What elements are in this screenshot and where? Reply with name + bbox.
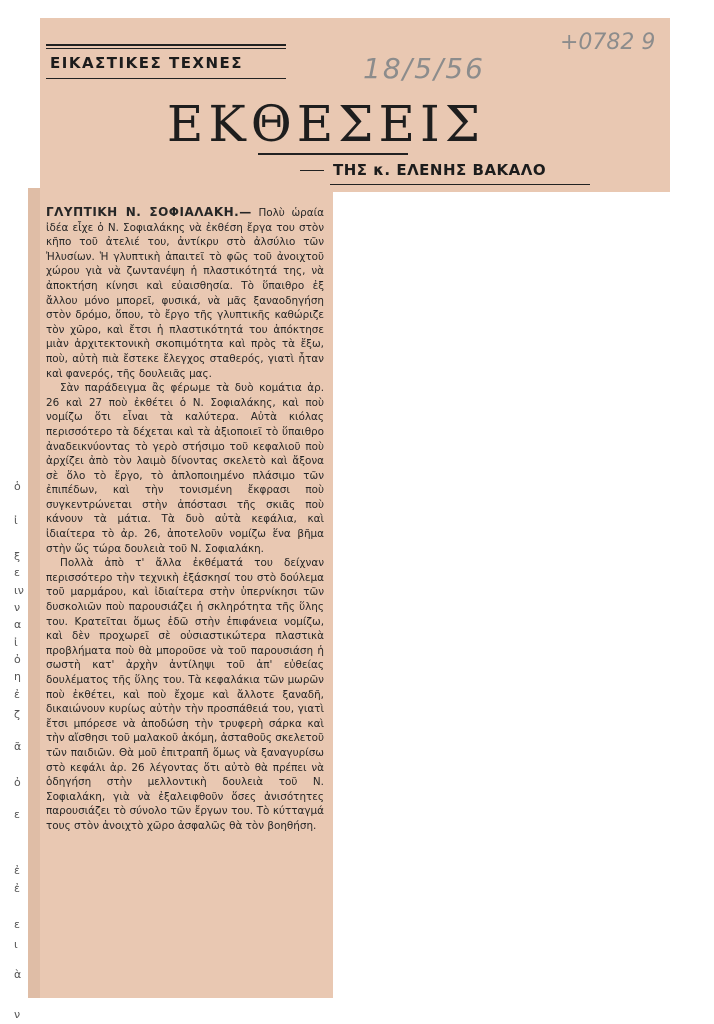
margin-fragment: ἰ [14,514,18,527]
margin-fragment: ὀ [14,653,21,666]
page-title: ΕΚΘΕΣΕΙΣ [166,95,486,153]
article-paragraph-2: Σὰν παράδειγμα ἂς φέρωμε τὰ δυὸ κομάτια ἀρ. 26 καὶ 27 ποὺ ἐκθέτει ὁ Ν. Σοφιαλάκης, καὶ ποὺ νομίζω ὅτι εἶναι τὰ καλύτερα. Αὐτὰ κιόλας περισσότερο τὰ δέχεται καὶ τὰ ἀξιοποιεῖ τὸ ὕπαιθρο ἀναδεικνύοντας τὸ γερὸ στήσιμο τοῦ κεφαλιοῦ ποὺ ἀρχίζει ἀπὸ τὸν λαιμὸ δίνοντας σκελετὸ καὶ ἄξονα σὲ ὅλο τὸ ἔργο, τὸ ἀπλοποιημένο πλάσιμο τῶν ἐπιπέδων, καὶ τὴν τονισμένη ἔκφρασι ποὺ συγκεντρώνεται στὴν ἀπόστασι τῆς σκιᾶς ποὺ κάνουν τὰ μάτια. Τὰ δυὸ αὐτὰ κεφάλια, καὶ ἰδιαίτερα τὸ ἀρ. 26, ἀποτελοῦν νομίζω ἕνα βῆμα στὴν ὥς τώρα δουλειὰ τοῦ Ν. Σοφιαλάκη. [46,382,324,555]
article-heading: ΓΛΥΠΤΙΚΗ Ν. ΣΟΦΙΑΛΑΚΗ.— [46,205,252,219]
byline-dash [300,170,324,171]
byline: ΤΗΣ κ. ΕΛΕΝΗΣ ΒΑΚΑΛΟ [333,161,547,179]
margin-fragment: ἐ [14,864,20,877]
margin-fragment: ὁ [14,480,21,493]
margin-fragments [0,188,30,1021]
article-paragraph-1-text: Πολὺ ὡραία ἰδέα εἶχε ὁ Ν. Σοφιαλάκης νὰ ἐκθέση ἔργα του στὸν κῆπο τοῦ ἀτελιέ του, ἀντίκρυ στὸ ἀλσύλιο τῶν Ἠλυσίων. Ἡ γλυπτικὴ ἀπαιτεῖ τὸ φῶς τοῦ ἀνοιχτοῦ χώρου γιὰ νὰ ζωντανέψη ἡ πλαστικότητά της, νὰ ἀποκτήση κίνησι καὶ εὐαισθησία. Τὸ ὕπαιθρο ἐξ ἄλλου μόνο μπορεῖ, φυσικά, νὰ μᾶς ξαναοδηγήση στὸν δρόμο, ὅπου, τὸ ἔργο τῆς γλυπτικῆς καθώριζε τὸν χῶρο, καὶ ἔτσι ἡ πλαστικότητά του ἀπόκτησε μιὰν ἀρχιτεκτονικὴ σκοπιμότητα καὶ πρὸς τὰ ἔξω, ποὺ, αὐτὴ πιὰ ἔστεκε ἔλεγχος σταθερός, γιατὶ ἦταν καὶ φανερός, τῆς δουλειᾶς μας. [46,207,324,380]
margin-fragment: ε [14,566,20,579]
margin-fragment: ἐ [14,688,20,701]
margin-fragment: ᾶ [14,740,22,753]
article-paragraph-3: Πολλὰ ἀπὸ τ' ἄλλα ἐκθέματά του δείχναν περισσότερο τὴν τεχνικὴ ἐξάσκησί του στὸ δούλεμα τοῦ μαρμάρου, καὶ ἰδιαίτερα στὴν ὑπερνίκησι τῶν δυσκολιῶν ποὺ παρουσιάζει ἡ σκληρότητα τῆς ὕλης του. Κρατεῖται ὅμως ἐδῶ στὴν ἐπιφάνεια νομίζω, καὶ δὲν προχωρεῖ σὲ οὐσιαστικώτερα πλαστικὰ προβλήματα ποὺ θὰ μποροῦσε νὰ τοῦ παρουσιάση ἡ σωστὴ κατ' ἀρχὴν ἀντίληψι τοῦ ἀπ' εὐθείας δουλέματος τῆς ὕλης του. Τὰ κεφαλάκια τῶν μωρῶν ποὺ ἐκθέτει, καὶ ποὺ ἔχομε καὶ ἄλλοτε ξαναδῆ, δικαιώνουν κυρίως αὐτὴν τὴν προσπάθειά του, γιατὶ ἔτσι μπόρεσε νὰ ἀποδώση τὴν τρυφερὴ σάρκα καὶ τὴν αἴσθησι τοῦ μαλακοῦ ἀκόμη, ἀσταθοῦς σκελετοῦ τῶν παιδιῶν. Θὰ μοῦ ἐπιτραπῆ ὅμως νὰ ξαναγυρίσω στὸ κεφάλι ἀρ. 26 λέγοντας ὅτι αὐτὸ θὰ πρέπει νὰ ὁδηγήση στὴν μελλοντικὴ δουλειὰ τοῦ Ν. Σοφιαλάκη, γιὰ νὰ ἐξαλειφθοῦν ὅσες ἀνισότητες παρουσιάζει τὸ σύνολο τῶν ἔργων του. Τὸ κύτταγμά τους στὸν ἀνοιχτὸ χῶρο ἀσφαλῶς θὰ τὸν βοηθήση. [46,557,324,832]
margin-fragment: η [14,670,21,683]
margin-fragment: ν [14,601,21,614]
byline-rule-left [330,184,590,185]
handwritten-date: 18/5/56 [363,52,485,85]
margin-fragment: ε [14,918,20,931]
margin-fragment: ν [14,1008,21,1021]
margin-fragment: ὀ [14,776,21,789]
section-underline [46,78,286,79]
margin-fragment: ιν [14,584,24,597]
margin-fragment: ι [14,938,18,951]
margin-fragment: ζ [14,708,20,721]
article-body [46,205,324,834]
archive-number: +0782 9 [560,30,656,55]
margin-fragment: ἐ [14,882,20,895]
margin-fragment: ὰ [14,968,22,981]
section-label: ΕΙΚΑΣΤΙΚΕΣ ΤΕΧΝΕΣ [50,54,244,72]
margin-fragment: ε [14,808,20,821]
title-underline [258,153,408,155]
article-paragraph-1 [46,205,324,381]
margin-fragment: ξ [14,550,21,563]
top-rule-thin [46,48,286,49]
margin-fragment: ἰ [14,636,18,649]
margin-fragment: α [14,618,22,631]
top-rule [46,44,286,46]
